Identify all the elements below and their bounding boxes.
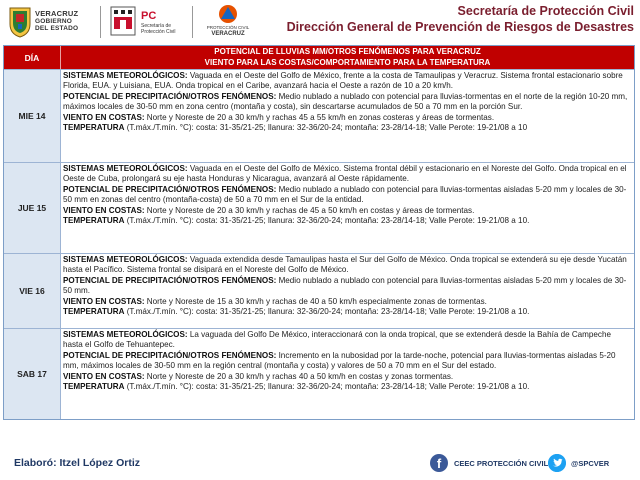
day-cell: JUE 15 <box>4 163 61 253</box>
veracruz-logo-line1: VERACRUZ <box>35 9 79 18</box>
pc-logo-sub2: Protección Civil <box>141 29 176 35</box>
label-temperatura: TEMPERATURA <box>63 382 125 392</box>
author-credit: Elaboró: Itzel López Ortiz <box>14 457 141 469</box>
page-header <box>0 0 640 46</box>
label-sistemas: SISTEMAS METEOROLÓGICOS: <box>63 330 188 339</box>
table-header <box>4 46 634 69</box>
label-temperatura: TEMPERATURA <box>63 216 125 226</box>
twitter-label: @SPCVER <box>571 458 610 468</box>
temp-units: (T.máx./T.mín. °C): <box>126 382 194 392</box>
label-viento: VIENTO EN COSTAS: <box>63 112 145 122</box>
logo-divider <box>192 6 193 38</box>
page-subtitle: Dirección General de Prevención de Riesgos de Desastres <box>286 20 634 34</box>
temp-units: (T.máx./T.mín. °C): <box>126 307 194 317</box>
forecast-cell <box>61 254 634 328</box>
temperatura-text: costa: 31-35/21-25; llanura: 32-36/20-24; montaña: 23-28/14-18; Valle Perote: 19-21/08 a 10 <box>196 123 528 133</box>
label-sistemas: SISTEMAS METEOROLÓGICOS: <box>63 164 188 173</box>
table-row <box>4 69 634 162</box>
column-header-description <box>61 46 634 69</box>
label-viento: VIENTO EN COSTAS: <box>63 371 145 381</box>
temp-units: (T.máx./T.mín. °C): <box>126 123 194 133</box>
sistemas-text: La vaguada del Golfo De México, interaccionará con la onda tropical, que se extenderá desde la Bahía de Campeche hasta el Golfo de Tehuantepec. <box>63 330 611 350</box>
label-viento: VIENTO EN COSTAS: <box>63 205 145 215</box>
label-temperatura: TEMPERATURA <box>63 307 125 317</box>
label-sistemas: SISTEMAS METEOROLÓGICOS: <box>63 71 188 80</box>
facebook-icon: f <box>430 454 448 472</box>
temp-units: (T.máx./T.mín. °C): <box>126 216 194 226</box>
forecast-cell <box>61 70 634 162</box>
table-row <box>4 162 634 253</box>
label-potencial: POTENCIAL DE PRECIPITACIÓN/OTROS FENÓMENOS: <box>63 350 277 360</box>
civil-protection-triangle-icon <box>218 4 238 24</box>
page-footer <box>0 446 640 480</box>
page-title: Secretaría de Protección Civil <box>457 4 634 18</box>
veracruz-government-logo <box>8 4 98 42</box>
sistemas-text: Vaguada extendida desde Tamaulipas hasta el Sur del Golfo de México. Onda tropical se extenderá su eje desde Yucatán hasta el Pacífico. Sistema frontal se disipará en el Noreste del Golfo de México. <box>63 255 627 275</box>
header-titles <box>287 4 634 34</box>
temperatura-text: costa: 31-35/21-25; llanura: 32-36/20-24; montaña: 23-28/14-18; Valle Perote: 19-21/08 a 10. <box>196 216 530 226</box>
veracruz-logo-line2: GOBIERNO <box>35 17 72 25</box>
label-temperatura: TEMPERATURA <box>63 123 125 133</box>
sistemas-text: Vaguada en el Oeste del Golfo de México. Sistema frontal débil y estacionario en el Noreste del Golfo. Onda tropical en el Oeste de Cuba, prolongará su eje hasta Honduras y Nicaragua, avanzará al Oeste rápidamente. <box>63 164 627 184</box>
temperatura-text: costa: 31-35/21-25; llanura: 32-36/20-24; montaña: 23-28/14-18; Valle Perote: 19-21/08 a 10. <box>196 307 530 317</box>
facebook-label: CEEC PROTECCIÓN CIVIL <box>454 458 549 468</box>
table-row <box>4 328 634 419</box>
day-cell: MIE 14 <box>4 70 61 162</box>
pc-shield-icon <box>108 4 138 40</box>
proteccion-civil-veracruz-logo <box>196 4 260 42</box>
table-row <box>4 253 634 328</box>
forecast-cell <box>61 329 634 419</box>
pcv-logo-line2: VERACRUZ <box>211 31 245 37</box>
label-sistemas: SISTEMAS METEOROLÓGICOS: <box>63 255 188 264</box>
veracruz-crest-icon <box>8 6 32 38</box>
pc-logo-sub1: Secretaría de <box>141 23 172 29</box>
label-viento: VIENTO EN COSTAS: <box>63 296 145 306</box>
viento-text: Norte y Noreste de 20 a 30 km/h y rachas 40 a 50 km/h en costas y zonas tormentas. <box>146 371 454 381</box>
label-potencial: POTENCIAL DE PRECIPITACIÓN/OTROS FENÓMENOS: <box>63 275 277 285</box>
potencial-text: Medio nublado a nublado con potencial para lluvias-tormentas aisladas 5-20 mm y locales de 30-50 mm en zonas del centro (montaña-costa) de 50 a 70 mm en el Sur de la entidad. <box>63 184 627 205</box>
label-potencial: POTENCIAL DE PRECIPITACIÓN/OTROS FENÓMENOS: <box>63 91 277 101</box>
label-potencial: POTENCIAL DE PRECIPITACIÓN/OTROS FENÓMENOS: <box>63 184 277 194</box>
column-header-day: DÍA <box>4 46 61 69</box>
pc-logo-label: PC <box>141 10 157 22</box>
logo-divider <box>100 6 101 38</box>
viento-text: Norte y Noreste de 20 a 30 km/h y rachas 45 a 55 km/h en zonas costeras y áreas de tormentas. <box>146 112 495 122</box>
twitter-link[interactable] <box>548 454 609 472</box>
temperatura-text: costa: 31-35/21-25; llanura: 32-36/20-24; montaña: 23-28/14-18; Valle Perote: 19-21/08 a 10. <box>196 382 530 392</box>
pc-logo <box>108 4 190 42</box>
column-header-line1: POTENCIAL DE LLUVIAS MM/OTROS FENÓMENOS PARA VERACRUZ <box>214 47 481 56</box>
twitter-icon <box>548 454 566 472</box>
veracruz-logo-line3: DEL ESTADO <box>35 25 79 32</box>
column-header-line2: VIENTO PARA LAS COSTAS/COMPORTAMIENTO PARA LA TEMPERATURA <box>204 57 491 67</box>
forecast-table <box>3 45 635 420</box>
viento-text: Norte y Noreste de 20 a 30 km/h y rachas de 45 a 50 km/h en costas y áreas de tormentas. <box>146 205 475 215</box>
potencial-text: Medio nublado a nublado con potencial para lluvias-tormentas aisladas 5-20 mm y locales de 30-50 mm. <box>63 275 627 296</box>
pcv-logo-line1: PROTECCIÓN CIVIL <box>206 25 250 30</box>
sistemas-text: Vaguada en el Oeste del Golfo de México, frente a la costa de Tamaulipas y Veracruz. Sistema frontal estacionario sobre Florida, EUA. y Luisiana, EUA. Onda tropical en el Caribe, avanzará hacia el Oeste a razón de 10 a 20 km/h. <box>63 71 623 91</box>
day-cell: VIE 16 <box>4 254 61 328</box>
facebook-link[interactable] <box>430 454 548 472</box>
potencial-text: Incremento en la nubosidad por la tarde-noche, potencial para lluvias-tormentas aisladas 5-20 mm, máximos locales de 30-50 mm en la región central (montaña y costa) y valores de 50 a 70 mm en el Sur del estado. <box>63 350 616 371</box>
potencial-text: Medio nublado a nublado con potencial para lluvias-tormentas en el norte de la región 10-20 mm, máximos locales de 30-50 mm en zona centro (montaña y costa), sin descartarse acumulados de 50 a 70 mm en la porción Sur. <box>63 91 628 112</box>
viento-text: Norte y Noreste de 15 a 30 km/h y rachas de 40 a 50 km/h especialmente zonas de tormentas. <box>146 296 487 306</box>
forecast-cell <box>61 163 634 253</box>
day-cell: SAB 17 <box>4 329 61 419</box>
